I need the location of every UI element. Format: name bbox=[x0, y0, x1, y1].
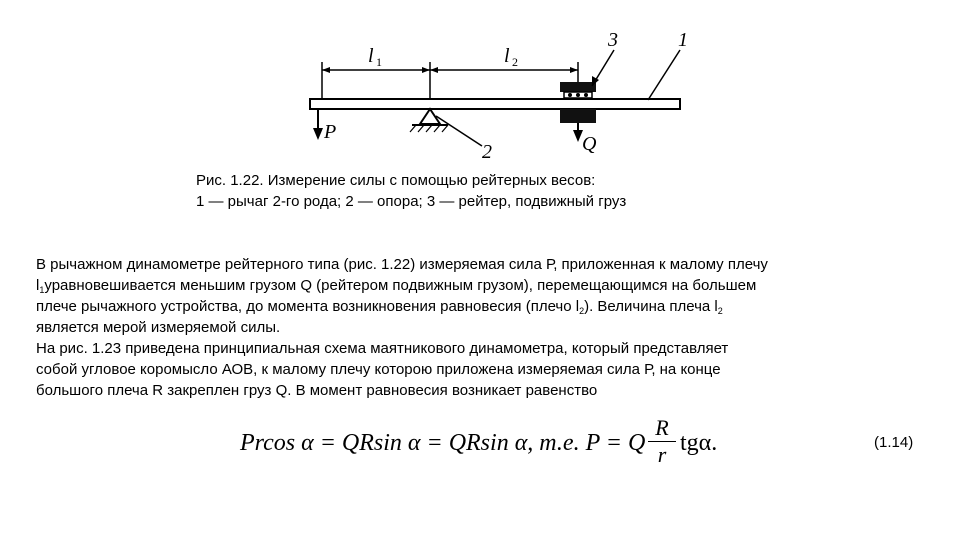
paragraph-2-line-1: На рис. 1.23 приведена принципиальная схема маятникового динамометра, который представляет bbox=[36, 340, 729, 357]
lever-beam bbox=[310, 99, 680, 109]
paragraph-2-line-2: собой угловое коромысло АОВ, к малому плечу которою приложена измеряемая сила Р, на конце bbox=[36, 361, 721, 378]
fraction-numerator: R bbox=[655, 415, 669, 440]
force-p-arrow bbox=[313, 128, 323, 140]
figure-caption bbox=[196, 170, 626, 212]
label-num-2: 2 bbox=[482, 141, 492, 163]
label-l1-sub: 1 bbox=[376, 55, 382, 69]
label-l2-sub: 2 bbox=[512, 55, 518, 69]
equation-tail: tgα. bbox=[680, 430, 718, 456]
equation-main: Prcos α = QRsin α = QRsin α, т.е. P = Q bbox=[240, 430, 646, 456]
label-l2: l bbox=[504, 45, 510, 67]
paragraph-1-line-2: $l_1уравновешивается$ меньшим грузом Q (рейтером подвижным грузом), перемещающимся на большем bbox=[36, 277, 757, 295]
paragraph-1-line-3: плече рычажного устройства, до момента возникновения равновесия (плечо $l_2$). Величина плеча $l_2$ bbox=[36, 298, 723, 316]
label-Q: Q bbox=[582, 133, 597, 155]
label-num-3: 3 bbox=[608, 29, 618, 51]
figure-rider-scale bbox=[296, 14, 708, 164]
caption-line-1: Рис. 1.22. Измерение силы с помощью рейтерных весов: bbox=[196, 172, 596, 189]
fraction-denominator: r bbox=[657, 442, 667, 467]
rider-weight bbox=[560, 82, 596, 92]
paragraph-1-line-1: В рычажном динамометре рейтерного типа (рис. 1.22) измеряемая сила Р, приложенная к малому плечу bbox=[36, 256, 768, 273]
equation-fraction bbox=[646, 416, 678, 467]
paragraph-1-line-4: является мерой измеряемой силы. bbox=[36, 319, 281, 336]
body-text bbox=[36, 254, 926, 401]
label-l1: l bbox=[368, 45, 374, 67]
label-num-1: 1 bbox=[678, 29, 688, 51]
equation-number: (1.14) bbox=[874, 434, 914, 451]
caption-line-2: 1 — рычаг 2-го рода; 2 — опора; 3 — рейтер, подвижный груз bbox=[196, 193, 627, 210]
label-P: P bbox=[324, 121, 337, 143]
equation-1-14 bbox=[232, 416, 722, 472]
paragraph-2-line-3: большого плеча R закреплен груз Q. В момент равновесия возникает равенство bbox=[36, 382, 598, 399]
